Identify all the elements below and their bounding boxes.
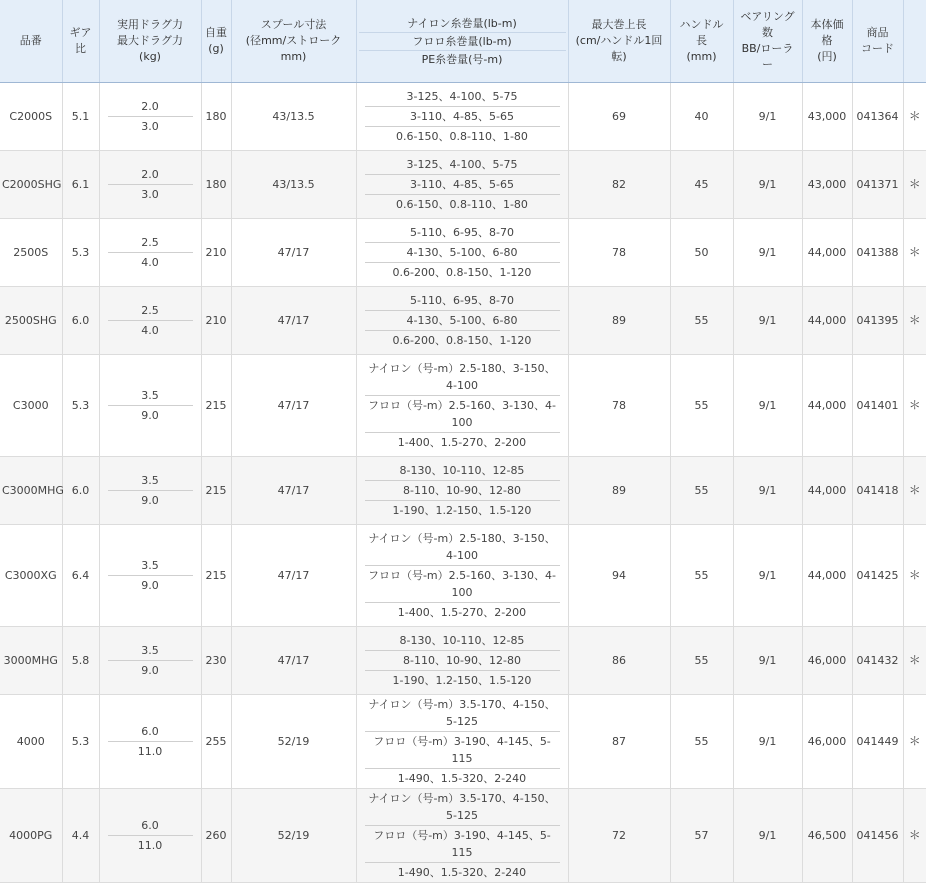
nylon-capacity: ナイロン（号-m）3.5-170、4-150、5-125 (368, 792, 556, 822)
price-cell: 44,000 (802, 457, 852, 525)
practical-drag: 2.0 (141, 100, 159, 113)
note-cell: ＊ (903, 219, 926, 287)
product-code-cell: 041364 (852, 83, 903, 151)
pe-capacity: 0.6-150、0.8-110、1-80 (365, 126, 560, 146)
note-cell: ＊ (903, 789, 926, 883)
practical-drag: 2.0 (141, 168, 159, 181)
gear-ratio-cell: 4.4 (62, 789, 99, 883)
nylon-capacity: ナイロン（号-m）2.5-180、3-150、4-100 (368, 362, 556, 392)
bearing-cell: 9/1 (733, 287, 802, 355)
max-winding-cell: 89 (568, 457, 670, 525)
weight-cell: 255 (201, 695, 231, 789)
model-cell: 4000 (0, 695, 62, 789)
nylon-capacity: 3-125、4-100、5-75 (406, 90, 518, 103)
pe-capacity: 1-490、1.5-320、2-240 (365, 768, 560, 788)
pe-capacity: 1-190、1.2-150、1.5-120 (365, 670, 560, 690)
note-cell: ＊ (903, 355, 926, 457)
weight-cell: 210 (201, 287, 231, 355)
product-code-cell: 041401 (852, 355, 903, 457)
handle-length-cell: 55 (670, 355, 733, 457)
max-winding-cell: 69 (568, 83, 670, 151)
nylon-capacity: 3-125、4-100、5-75 (406, 158, 518, 171)
model-cell: 2500S (0, 219, 62, 287)
price-cell: 44,000 (802, 525, 852, 627)
drag-cell (99, 695, 201, 789)
note-cell: ＊ (903, 287, 926, 355)
table-row (0, 151, 926, 219)
handle-length-cell: 40 (670, 83, 733, 151)
handle-length-cell: 55 (670, 627, 733, 695)
table-row (0, 355, 926, 457)
fluoro-capacity: フロロ（号-m）2.5-160、3-130、4-100 (365, 565, 560, 602)
note-cell: ＊ (903, 83, 926, 151)
max-drag: 3.0 (108, 184, 193, 204)
max-winding-cell: 94 (568, 525, 670, 627)
header-spool: スプール寸法 (径mm/ストローク mm) (231, 0, 356, 83)
max-drag: 11.0 (108, 835, 193, 855)
max-winding-cell: 87 (568, 695, 670, 789)
line-capacity-cell (356, 789, 568, 883)
nylon-capacity: 5-110、6-95、8-70 (410, 226, 514, 239)
pe-capacity: 1-490、1.5-320、2-240 (365, 862, 560, 882)
drag-cell (99, 355, 201, 457)
spool-cell: 47/17 (231, 457, 356, 525)
table-row (0, 695, 926, 789)
practical-drag: 6.0 (141, 819, 159, 832)
header-model: 品番 (0, 0, 62, 83)
model-cell: 2500SHG (0, 287, 62, 355)
practical-drag: 3.5 (141, 389, 159, 402)
weight-cell: 215 (201, 355, 231, 457)
product-code-cell: 041395 (852, 287, 903, 355)
weight-cell: 210 (201, 219, 231, 287)
header-line-capacity-sub: ナイロン糸巻量(lb-m) (407, 16, 517, 30)
header-bearing: ベアリング 数 BB/ローラ ー (733, 0, 802, 83)
product-code-cell: 041418 (852, 457, 903, 525)
line-capacity-cell (356, 219, 568, 287)
line-capacity-cell (356, 525, 568, 627)
gear-ratio-cell: 6.0 (62, 457, 99, 525)
spool-cell: 43/13.5 (231, 83, 356, 151)
product-code-cell: 041371 (852, 151, 903, 219)
line-capacity-cell (356, 457, 568, 525)
price-cell: 44,000 (802, 355, 852, 457)
handle-length-cell: 55 (670, 457, 733, 525)
fluoro-capacity: 8-110、10-90、12-80 (365, 650, 560, 670)
gear-ratio-cell: 6.0 (62, 287, 99, 355)
weight-cell: 215 (201, 457, 231, 525)
drag-cell (99, 525, 201, 627)
model-cell: 4000PG (0, 789, 62, 883)
header-max-winding: 最大巻上長 (cm/ハンドル1回 転) (568, 0, 670, 83)
max-winding-cell: 78 (568, 355, 670, 457)
product-code-cell: 041456 (852, 789, 903, 883)
max-drag: 9.0 (108, 660, 193, 680)
gear-ratio-cell: 5.1 (62, 83, 99, 151)
pe-capacity: 1-400、1.5-270、2-200 (365, 602, 560, 622)
line-capacity-cell (356, 83, 568, 151)
gear-ratio-cell: 6.1 (62, 151, 99, 219)
nylon-capacity: ナイロン（号-m）2.5-180、3-150、4-100 (368, 532, 556, 562)
fluoro-capacity: 4-130、5-100、6-80 (365, 310, 560, 330)
handle-length-cell: 55 (670, 695, 733, 789)
price-cell: 46,000 (802, 695, 852, 789)
note-cell: ＊ (903, 457, 926, 525)
practical-drag: 2.5 (141, 304, 159, 317)
price-cell: 46,000 (802, 627, 852, 695)
header-code: 商品 コード (852, 0, 903, 83)
bearing-cell: 9/1 (733, 695, 802, 789)
model-cell: C2000SHG (0, 151, 62, 219)
header-drag: 実用ドラグ力 最大ドラグ力 (kg) (99, 0, 201, 83)
drag-cell (99, 287, 201, 355)
bearing-cell: 9/1 (733, 457, 802, 525)
line-capacity-cell (356, 151, 568, 219)
fluoro-capacity: フロロ（号-m）2.5-160、3-130、4-100 (365, 395, 560, 432)
line-capacity-cell (356, 355, 568, 457)
nylon-capacity: 5-110、6-95、8-70 (410, 294, 514, 307)
handle-length-cell: 55 (670, 525, 733, 627)
pe-capacity: 0.6-200、0.8-150、1-120 (365, 262, 560, 282)
max-drag: 9.0 (108, 575, 193, 595)
fluoro-capacity: 3-110、4-85、5-65 (365, 174, 560, 194)
fluoro-capacity: 8-110、10-90、12-80 (365, 480, 560, 500)
spool-cell: 47/17 (231, 525, 356, 627)
table-row (0, 83, 926, 151)
practical-drag: 3.5 (141, 644, 159, 657)
max-drag: 4.0 (108, 252, 193, 272)
practical-drag: 2.5 (141, 236, 159, 249)
fluoro-capacity: 3-110、4-85、5-65 (365, 106, 560, 126)
max-drag: 9.0 (108, 405, 193, 425)
weight-cell: 180 (201, 151, 231, 219)
handle-length-cell: 57 (670, 789, 733, 883)
practical-drag: 3.5 (141, 474, 159, 487)
handle-length-cell: 55 (670, 287, 733, 355)
max-drag: 9.0 (108, 490, 193, 510)
weight-cell: 180 (201, 83, 231, 151)
drag-cell (99, 627, 201, 695)
pe-capacity: 0.6-200、0.8-150、1-120 (365, 330, 560, 350)
table-row (0, 525, 926, 627)
gear-ratio-cell: 5.3 (62, 219, 99, 287)
line-capacity-cell (356, 695, 568, 789)
model-cell: C3000 (0, 355, 62, 457)
spool-cell: 47/17 (231, 627, 356, 695)
price-cell: 46,500 (802, 789, 852, 883)
header-line-capacity-sub: フロロ糸巻量(lb-m) (359, 32, 566, 50)
bearing-cell: 9/1 (733, 355, 802, 457)
bearing-cell: 9/1 (733, 219, 802, 287)
pe-capacity: 1-400、1.5-270、2-200 (365, 432, 560, 452)
table-row (0, 287, 926, 355)
weight-cell: 230 (201, 627, 231, 695)
note-cell: ＊ (903, 151, 926, 219)
note-cell: ＊ (903, 525, 926, 627)
price-cell: 43,000 (802, 151, 852, 219)
drag-cell (99, 83, 201, 151)
max-drag: 3.0 (108, 116, 193, 136)
product-code-cell: 041425 (852, 525, 903, 627)
table-row (0, 627, 926, 695)
header-line-capacity-sub: PE糸巻量(号-m) (359, 50, 566, 68)
drag-cell (99, 151, 201, 219)
line-capacity-cell (356, 627, 568, 695)
table-row (0, 457, 926, 525)
spool-cell: 47/17 (231, 287, 356, 355)
bearing-cell: 9/1 (733, 83, 802, 151)
price-cell: 44,000 (802, 287, 852, 355)
header-line-capacity (356, 0, 568, 83)
max-drag: 11.0 (108, 741, 193, 761)
model-cell: C3000XG (0, 525, 62, 627)
max-drag: 4.0 (108, 320, 193, 340)
gear-ratio-cell: 5.8 (62, 627, 99, 695)
bearing-cell: 9/1 (733, 627, 802, 695)
gear-ratio-cell: 5.3 (62, 695, 99, 789)
pe-capacity: 0.6-150、0.8-110、1-80 (365, 194, 560, 214)
max-winding-cell: 89 (568, 287, 670, 355)
header-price: 本体価 格 (円) (802, 0, 852, 83)
model-cell: C3000MHG (0, 457, 62, 525)
bearing-cell: 9/1 (733, 151, 802, 219)
practical-drag: 6.0 (141, 725, 159, 738)
line-capacity-cell (356, 287, 568, 355)
product-code-cell: 041388 (852, 219, 903, 287)
bearing-cell: 9/1 (733, 789, 802, 883)
nylon-capacity: 8-130、10-110、12-85 (399, 464, 525, 477)
max-winding-cell: 86 (568, 627, 670, 695)
price-cell: 43,000 (802, 83, 852, 151)
product-code-cell: 041449 (852, 695, 903, 789)
model-cell: 3000MHG (0, 627, 62, 695)
nylon-capacity: 8-130、10-110、12-85 (399, 634, 525, 647)
bearing-cell: 9/1 (733, 525, 802, 627)
spool-cell: 52/19 (231, 695, 356, 789)
drag-cell (99, 219, 201, 287)
spool-cell: 43/13.5 (231, 151, 356, 219)
gear-ratio-cell: 5.3 (62, 355, 99, 457)
practical-drag: 3.5 (141, 559, 159, 572)
nylon-capacity: ナイロン（号-m）3.5-170、4-150、5-125 (368, 698, 556, 728)
spool-cell: 47/17 (231, 219, 356, 287)
note-cell: ＊ (903, 627, 926, 695)
gear-ratio-cell: 6.4 (62, 525, 99, 627)
max-winding-cell: 78 (568, 219, 670, 287)
max-winding-cell: 72 (568, 789, 670, 883)
header-gear-ratio: ギア比 (62, 0, 99, 83)
weight-cell: 260 (201, 789, 231, 883)
fluoro-capacity: フロロ（号-m）3-190、4-145、5-115 (365, 731, 560, 768)
fluoro-capacity: 4-130、5-100、6-80 (365, 242, 560, 262)
note-cell: ＊ (903, 695, 926, 789)
header-handle: ハンドル 長 (mm) (670, 0, 733, 83)
handle-length-cell: 45 (670, 151, 733, 219)
price-cell: 44,000 (802, 219, 852, 287)
drag-cell (99, 789, 201, 883)
spool-cell: 52/19 (231, 789, 356, 883)
handle-length-cell: 50 (670, 219, 733, 287)
model-cell: C2000S (0, 83, 62, 151)
fluoro-capacity: フロロ（号-m）3-190、4-145、5-115 (365, 825, 560, 862)
product-code-cell: 041432 (852, 627, 903, 695)
header-row (0, 0, 926, 83)
max-winding-cell: 82 (568, 151, 670, 219)
table-row (0, 789, 926, 883)
pe-capacity: 1-190、1.2-150、1.5-120 (365, 500, 560, 520)
header-note (903, 0, 926, 83)
drag-cell (99, 457, 201, 525)
table-row (0, 219, 926, 287)
weight-cell: 215 (201, 525, 231, 627)
header-weight: 自重 (g) (201, 0, 231, 83)
spool-cell: 47/17 (231, 355, 356, 457)
